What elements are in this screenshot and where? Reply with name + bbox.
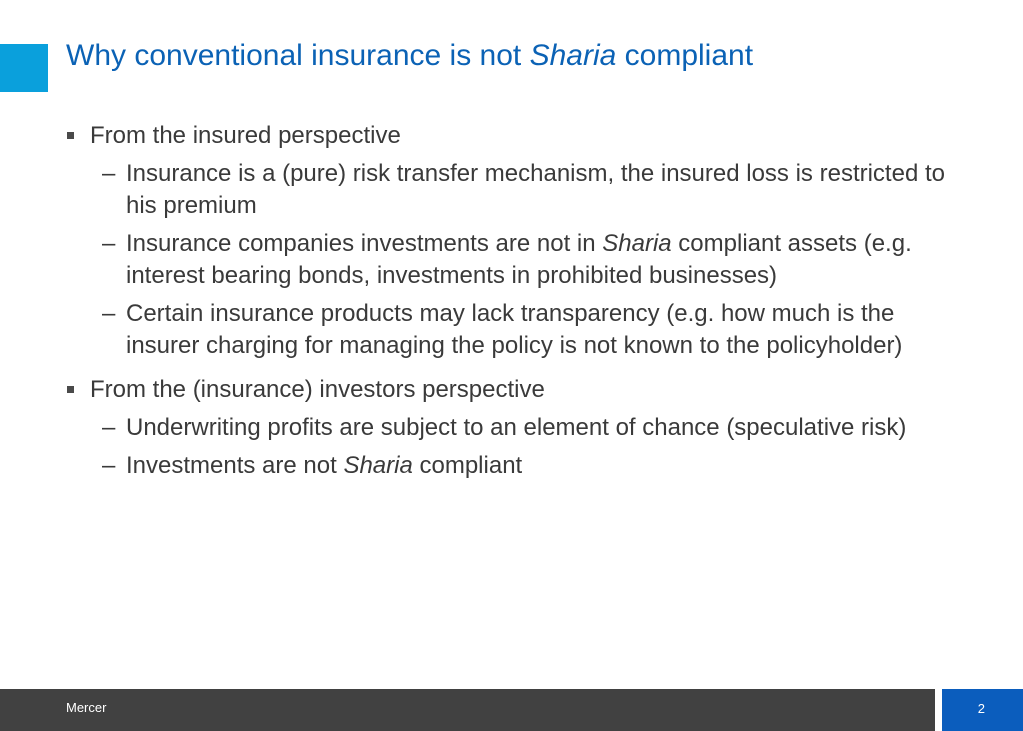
sub-bullet-transparency bbox=[66, 298, 946, 362]
title-text-pre: Why conventional insurance is not bbox=[66, 39, 530, 72]
dash-bullet-icon: – bbox=[102, 300, 116, 327]
sub-bullet-underwriting bbox=[66, 412, 946, 444]
bullet-text: From the (insurance) investors perspective bbox=[90, 376, 545, 403]
sub-bullet-text-post: compliant bbox=[412, 452, 523, 479]
sub-bullet-investments-not-compliant bbox=[66, 450, 946, 482]
bullet-insured-perspective bbox=[66, 120, 946, 152]
sub-bullet-text: Insurance is a (pure) risk transfer mechanism, the insured loss is restricted to his premium bbox=[126, 160, 945, 219]
page-number: 2 bbox=[977, 701, 985, 716]
bullet-investors-perspective bbox=[66, 374, 946, 406]
square-bullet-icon bbox=[67, 386, 74, 393]
slide-title bbox=[66, 36, 753, 76]
dash-bullet-icon: – bbox=[102, 230, 116, 257]
sub-bullet-investments-assets bbox=[66, 228, 946, 292]
title-text-post: compliant bbox=[616, 39, 754, 72]
dash-bullet-icon: – bbox=[102, 414, 116, 441]
sub-bullet-text-pre: Investments are not bbox=[126, 452, 344, 479]
sub-bullet-text: Underwriting profits are subject to an element of chance (speculative risk) bbox=[126, 414, 907, 441]
footer-bar bbox=[0, 689, 935, 731]
sub-bullet-text-pre: Insurance companies investments are not in bbox=[126, 230, 603, 257]
footer-company-name: Mercer bbox=[66, 700, 107, 715]
accent-square bbox=[0, 44, 48, 92]
sub-bullet-text-post: compliant assets (e.g. interest bearing bonds, investments in prohibited businesses) bbox=[126, 230, 912, 289]
sub-bullet-risk-transfer bbox=[66, 158, 946, 222]
bullet-text: From the insured perspective bbox=[90, 122, 401, 149]
sub-bullet-text-italic: Sharia bbox=[602, 230, 672, 257]
square-bullet-icon bbox=[67, 132, 74, 139]
sub-bullet-text-italic: Sharia bbox=[343, 452, 413, 479]
slide-content bbox=[66, 120, 946, 482]
page-number-box bbox=[942, 689, 1023, 731]
title-text-italic: Sharia bbox=[529, 39, 617, 72]
dash-bullet-icon: – bbox=[102, 452, 116, 479]
sub-bullet-text: Certain insurance products may lack transparency (e.g. how much is the insurer charging for managing the policy is not known to the policyholder) bbox=[126, 300, 903, 359]
dash-bullet-icon: – bbox=[102, 160, 116, 187]
